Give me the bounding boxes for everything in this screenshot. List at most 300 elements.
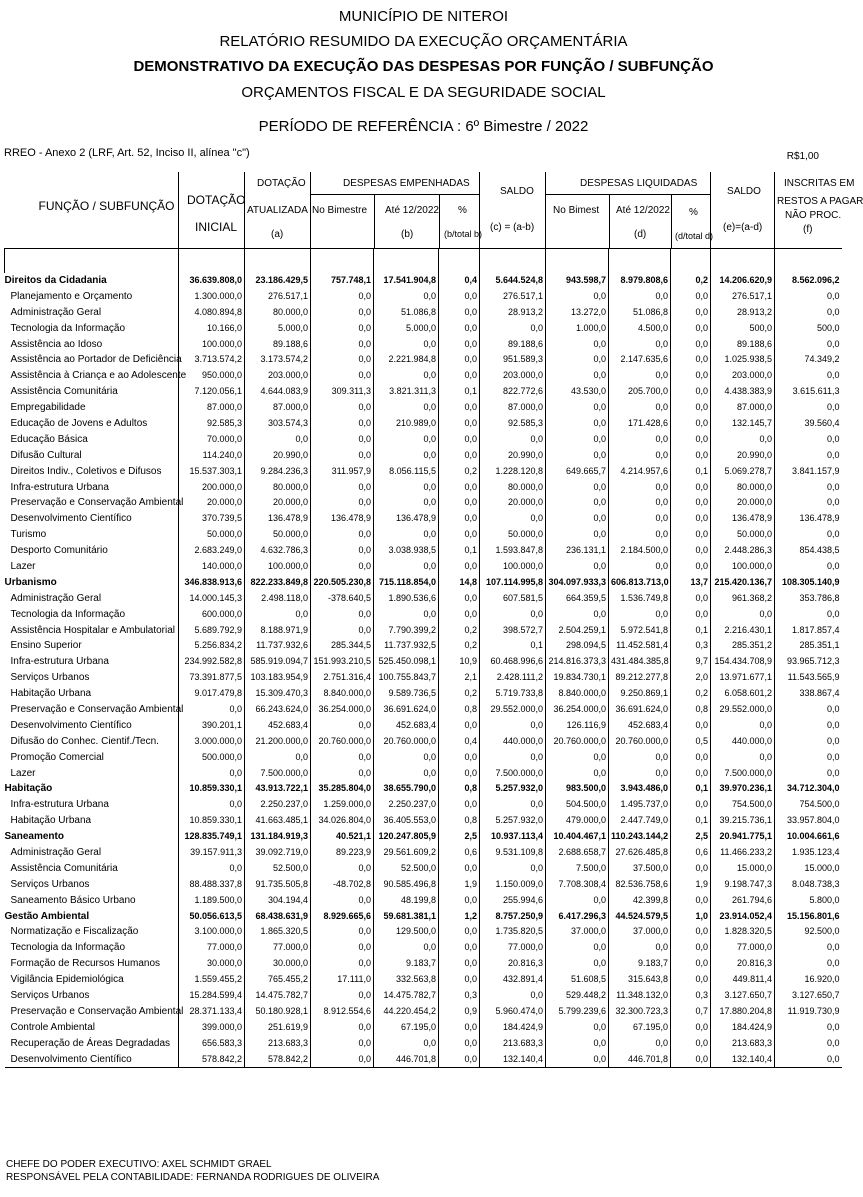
value-cell: 0,9 [439, 1003, 480, 1019]
value-cell: 73.391.877,5 [179, 670, 245, 686]
value-cell: 4.644.083,9 [245, 384, 311, 400]
value-cell: 0,0 [711, 717, 775, 733]
value-cell: 0,0 [439, 511, 480, 527]
value-cell: 0,0 [311, 320, 374, 336]
value-cell: 757.748,1 [311, 273, 374, 289]
col-dotacao-inicial-label: DOTAÇÃO [187, 193, 246, 207]
spacer-cell [311, 248, 374, 273]
value-cell: 23.914.052,4 [711, 908, 775, 924]
subfunction-row [5, 416, 842, 432]
value-cell: 0,0 [546, 606, 609, 622]
value-cell: 0,0 [374, 336, 439, 352]
value-cell: 315.643,8 [609, 972, 671, 988]
value-cell: 37.000,0 [546, 924, 609, 940]
value-cell: 15.000,0 [711, 860, 775, 876]
row-label: Assistência ao Portador de Deficiência [10, 354, 182, 366]
value-cell: 0,0 [775, 495, 842, 511]
value-cell: 504.500,0 [546, 797, 609, 813]
value-cell: 3.841.157,9 [775, 463, 842, 479]
subfunction-row [5, 892, 842, 908]
value-cell: 0,3 [671, 638, 711, 654]
value-cell: 4.214.957,6 [609, 463, 671, 479]
value-cell: 9.531.109,8 [480, 845, 546, 861]
value-cell: 0,0 [311, 892, 374, 908]
municipality-title: MUNICÍPIO DE NITEROI [338, 8, 509, 25]
value-cell: 36.405.553,0 [374, 813, 439, 829]
value-cell: 10.937.113,4 [480, 829, 546, 845]
value-cell: 5.000,0 [374, 320, 439, 336]
row-label: Direitos da Cidadania [4, 274, 107, 286]
value-cell: 100.000,0 [711, 559, 775, 575]
subfunction-row [5, 622, 842, 638]
value-cell: 5.799.239,6 [546, 1003, 609, 1019]
value-cell: 93.965.712,3 [775, 654, 842, 670]
value-cell: 0,0 [179, 702, 245, 718]
value-cell: 0,0 [671, 606, 711, 622]
value-cell: 0,1 [480, 638, 546, 654]
value-cell: 5.689.792,9 [179, 622, 245, 638]
value-cell: 0,0 [311, 956, 374, 972]
value-cell: 50.056.613,5 [179, 908, 245, 924]
value-cell: 17.541.904,8 [374, 273, 439, 289]
subfunction-row [5, 765, 842, 781]
value-cell: 87.000,0 [480, 400, 546, 416]
value-cell: 20.990,0 [480, 447, 546, 463]
row-label: Educação de Jovens e Adultos [10, 417, 148, 429]
value-cell: 261.794,6 [711, 892, 775, 908]
value-cell: 48.199,8 [374, 892, 439, 908]
col-inscritas [775, 172, 863, 248]
value-cell: 44.524.579,5 [609, 908, 671, 924]
value-cell: 311.957,9 [311, 463, 374, 479]
value-cell: 66.243.624,0 [245, 702, 311, 718]
value-cell: 0,0 [439, 892, 480, 908]
value-cell: 0,0 [179, 860, 245, 876]
value-cell: 203.000,0 [480, 368, 546, 384]
value-cell: 664.359,5 [546, 590, 609, 606]
statement-title: DEMONSTRATIVO DA EXECUÇÃO DAS DESPESAS POR FUNÇÃO / SUBFUNÇÃO [133, 58, 714, 75]
value-cell: 20.760.000,0 [374, 733, 439, 749]
table-header [5, 172, 842, 248]
value-cell: 0,0 [439, 304, 480, 320]
value-cell: 398.572,7 [480, 622, 546, 638]
spacer-cell [5, 248, 179, 273]
value-cell: 0,0 [711, 749, 775, 765]
value-cell: 15.537.303,1 [179, 463, 245, 479]
row-label: Habitação [4, 783, 53, 795]
value-cell: 0,0 [671, 384, 711, 400]
value-cell: 0,0 [480, 717, 546, 733]
value-cell: 0,8 [439, 813, 480, 829]
value-cell: 6.058.601,2 [711, 686, 775, 702]
value-cell: 715.118.854,0 [374, 574, 439, 590]
row-label: Preservação e Conservação Ambiental [10, 1005, 184, 1017]
value-cell: 0,1 [439, 543, 480, 559]
row-label: Empregabilidade [10, 402, 86, 414]
value-cell: 213.683,3 [711, 1035, 775, 1051]
value-cell: 0,2 [671, 686, 711, 702]
value-cell: 0,0 [374, 288, 439, 304]
value-cell: 0,8 [439, 702, 480, 718]
subfunction-row [5, 717, 842, 733]
value-cell: 0,0 [245, 431, 311, 447]
subfunction-row [5, 1035, 842, 1051]
subfunction-row [5, 797, 842, 813]
value-cell: 42.399,8 [609, 892, 671, 908]
value-cell: 0,0 [775, 940, 842, 956]
value-cell: 2.428.111,2 [480, 670, 546, 686]
subfunction-row [5, 733, 842, 749]
row-label: Preservação e Conservação Ambiental [10, 703, 184, 715]
value-cell: 0,0 [374, 940, 439, 956]
subfunction-row [5, 972, 842, 988]
value-cell: 0,0 [374, 368, 439, 384]
value-cell: 43.530,0 [546, 384, 609, 400]
value-cell: 0,4 [439, 273, 480, 289]
value-cell: 390.201,1 [179, 717, 245, 733]
value-cell: 1.735.820,5 [480, 924, 546, 940]
subfunction-row [5, 845, 842, 861]
value-cell: 0,0 [439, 717, 480, 733]
value-cell: 822.772,6 [480, 384, 546, 400]
value-cell: 0,8 [671, 702, 711, 718]
subfunction-row [5, 559, 842, 575]
value-cell: 0,0 [439, 559, 480, 575]
value-cell: 51.086,8 [609, 304, 671, 320]
value-cell: 41.663.485,1 [245, 813, 311, 829]
value-cell: 446.701,8 [374, 1051, 439, 1067]
value-cell: 9.183,7 [374, 956, 439, 972]
spacer-cell [546, 248, 609, 273]
value-cell: 500,0 [711, 320, 775, 336]
value-cell: 0,0 [671, 368, 711, 384]
value-cell: 0,0 [311, 622, 374, 638]
subfunction-row [5, 638, 842, 654]
value-cell: 8.840.000,0 [546, 686, 609, 702]
row-label: Saneamento [4, 831, 64, 843]
subfunction-row [5, 352, 842, 368]
value-cell: 0,1 [671, 463, 711, 479]
value-cell: 15.000,0 [775, 860, 842, 876]
value-cell: 1.300.000,0 [179, 288, 245, 304]
accounting-responsible: RESPONSÁVEL PELA CONTABILIDADE: FERNANDA RODRIGUES DE OLIVEIRA [6, 1172, 380, 1183]
value-cell: 500.000,0 [179, 749, 245, 765]
row-label: Desenvolvimento Científico [10, 513, 132, 525]
row-label: Serviços Urbanos [10, 672, 90, 684]
value-cell: 120.247.805,9 [374, 829, 439, 845]
col-inscritas-label4: (f) [803, 224, 813, 235]
value-cell: 0,0 [671, 765, 711, 781]
row-label: Infra-estrutura Urbana [10, 799, 109, 811]
value-cell: 17.880.204,8 [711, 1003, 775, 1019]
row-label: Planejamento e Orçamento [10, 290, 133, 302]
value-cell: 0,0 [775, 1035, 842, 1051]
value-cell: 0,0 [671, 860, 711, 876]
value-cell: 285.351,1 [775, 638, 842, 654]
row-label: Habitação Urbana [10, 688, 92, 700]
value-cell: 338.867,4 [775, 686, 842, 702]
value-cell: 0,0 [671, 717, 711, 733]
value-cell: 529.448,2 [546, 988, 609, 1004]
value-cell: 0,0 [179, 797, 245, 813]
value-cell: 0,0 [439, 527, 480, 543]
value-cell: 10.859.330,1 [179, 813, 245, 829]
col-saldo-c-label: SALDO [500, 186, 534, 197]
col-inscritas-label3: NÃO PROC. [785, 210, 842, 221]
value-cell: 29.561.609,2 [374, 845, 439, 861]
value-cell: 0,0 [374, 527, 439, 543]
value-cell: 11.737.932,5 [374, 638, 439, 654]
row-label: Administração Geral [10, 847, 102, 858]
value-cell: 203.000,0 [711, 368, 775, 384]
value-cell: 140.000,0 [179, 559, 245, 575]
row-label: Assistência Comunitária [10, 386, 118, 398]
value-cell: 107.114.995,8 [480, 574, 546, 590]
value-cell: 100.000,0 [480, 559, 546, 575]
value-cell: 8.912.554,6 [311, 1003, 374, 1019]
value-cell: 10.004.661,6 [775, 829, 842, 845]
value-cell: 20.990,0 [245, 447, 311, 463]
value-cell: 91.735.505,8 [245, 876, 311, 892]
value-cell: 5.644.524,8 [480, 273, 546, 289]
value-cell: 0,0 [439, 1035, 480, 1051]
value-cell: 0,1 [671, 813, 711, 829]
value-cell: 0,0 [311, 543, 374, 559]
value-cell: 0,6 [671, 845, 711, 861]
value-cell: 0,0 [311, 988, 374, 1004]
col-pct-b-label: (b/total b) [444, 229, 483, 239]
value-cell: 14.475.782,7 [374, 988, 439, 1004]
subfunction-row [5, 304, 842, 320]
value-cell: 67.195,0 [609, 1019, 671, 1035]
function-row [5, 829, 842, 845]
value-cell: 446.701,8 [609, 1051, 671, 1067]
value-cell: 578.842,2 [245, 1051, 311, 1067]
value-cell: 51.086,8 [374, 304, 439, 320]
row-label: Lazer [10, 767, 36, 779]
value-cell: 5.719.733,8 [480, 686, 546, 702]
col-dotacao-atual-label: DOTAÇÃO [257, 178, 306, 189]
row-label: Infra-estrutura Urbana [10, 656, 109, 668]
value-cell: 0,0 [671, 797, 711, 813]
value-cell: 11.919.730,9 [775, 1003, 842, 1019]
value-cell: 0,0 [546, 336, 609, 352]
value-cell: 50.180.928,1 [245, 1003, 311, 1019]
value-cell: 0,0 [546, 892, 609, 908]
value-cell: 0,0 [311, 400, 374, 416]
value-cell: 0,0 [179, 765, 245, 781]
value-cell: 14.475.782,7 [245, 988, 311, 1004]
value-cell: 0,0 [439, 416, 480, 432]
col-empenhadas-label: DESPESAS EMPENHADAS [343, 178, 470, 189]
value-cell: 1.828.320,5 [711, 924, 775, 940]
value-cell: 0,1 [671, 781, 711, 797]
function-row [5, 273, 842, 289]
col-dotacao-inicial-label2: INICIAL [195, 220, 238, 234]
value-cell: 0,0 [546, 288, 609, 304]
value-cell: 200.000,0 [179, 479, 245, 495]
value-cell: 10.859.330,1 [179, 781, 245, 797]
value-cell: 5.800,0 [775, 892, 842, 908]
value-cell: 276.517,1 [711, 288, 775, 304]
value-cell: 36.254.000,0 [311, 702, 374, 718]
value-cell: 0,0 [671, 940, 711, 956]
value-cell: 298.094,5 [546, 638, 609, 654]
value-cell: 255.994,6 [480, 892, 546, 908]
value-cell: 0,0 [311, 924, 374, 940]
value-cell: 0,0 [546, 1051, 609, 1067]
value-cell: 34.026.804,0 [311, 813, 374, 829]
currency-unit: R$1,00 [786, 151, 819, 162]
value-cell: 14.206.620,9 [711, 273, 775, 289]
row-label: Lazer [10, 560, 36, 572]
value-cell: 50.000,0 [245, 527, 311, 543]
value-cell: 0,0 [480, 511, 546, 527]
value-cell: 251.619,9 [245, 1019, 311, 1035]
value-cell: 0,0 [480, 797, 546, 813]
value-cell: 37.000,0 [609, 924, 671, 940]
value-cell: 14,8 [439, 574, 480, 590]
value-cell: 0,0 [671, 400, 711, 416]
value-cell: 0,0 [546, 447, 609, 463]
value-cell: 0,0 [609, 606, 671, 622]
value-cell: 0,4 [439, 733, 480, 749]
value-cell: 0,1 [671, 622, 711, 638]
value-cell: 0,0 [775, 956, 842, 972]
row-label: Formação de Recursos Humanos [10, 958, 161, 970]
value-cell: 236.131,1 [546, 543, 609, 559]
value-cell: 38.655.790,0 [374, 781, 439, 797]
value-cell: 0,0 [609, 940, 671, 956]
value-cell: 0,0 [245, 606, 311, 622]
value-cell: 0,0 [439, 956, 480, 972]
value-cell: 0,0 [311, 606, 374, 622]
value-cell: 0,0 [609, 336, 671, 352]
value-cell: 9.250.869,1 [609, 686, 671, 702]
value-cell: 0,0 [671, 511, 711, 527]
value-cell: 0,3 [439, 988, 480, 1004]
value-cell: 0,0 [374, 606, 439, 622]
col-inscritas-label2: RESTOS A PAGAR [777, 196, 863, 207]
value-cell: 100.000,0 [179, 336, 245, 352]
value-cell: 0,0 [439, 431, 480, 447]
row-label: Direitos Indiv., Coletivos e Difusos [10, 465, 162, 477]
value-cell: 0,0 [775, 702, 842, 718]
subfunction-row [5, 400, 842, 416]
function-row [5, 908, 842, 924]
value-cell: 39.560,4 [775, 416, 842, 432]
row-label: Educação Básica [10, 433, 88, 445]
value-cell: 0,0 [311, 749, 374, 765]
value-cell: 0,0 [311, 717, 374, 733]
value-cell: 2,1 [439, 670, 480, 686]
value-cell: 1.559.455,2 [179, 972, 245, 988]
col-saldo-e [711, 172, 775, 248]
value-cell: 20.816,3 [480, 956, 546, 972]
value-cell: 276.517,1 [245, 288, 311, 304]
value-cell: 9.589.736,5 [374, 686, 439, 702]
value-cell: 36.691.624,0 [609, 702, 671, 718]
subfunction-row [5, 320, 842, 336]
value-cell: 0,0 [439, 1051, 480, 1067]
value-cell: 2.448.286,3 [711, 543, 775, 559]
value-cell: 7.708.308,4 [546, 876, 609, 892]
value-cell: 0,0 [546, 1035, 609, 1051]
value-cell: 89.188,6 [245, 336, 311, 352]
value-cell: 1.259.000,0 [311, 797, 374, 813]
value-cell: 3.100.000,0 [179, 924, 245, 940]
value-cell: 754.500,0 [775, 797, 842, 813]
value-cell: 13,7 [671, 574, 711, 590]
value-cell: 0,0 [671, 304, 711, 320]
value-cell: 0,0 [439, 336, 480, 352]
value-cell: 7.500.000,0 [480, 765, 546, 781]
value-cell: 1.817.857,4 [775, 622, 842, 638]
value-cell: 10.404.467,1 [546, 829, 609, 845]
value-cell: 0,2 [439, 622, 480, 638]
value-cell: 765.455,2 [245, 972, 311, 988]
value-cell: 950.000,0 [179, 368, 245, 384]
subfunction-row [5, 702, 842, 718]
value-cell: 136.478,9 [245, 511, 311, 527]
value-cell: 89.188,6 [711, 336, 775, 352]
value-cell: 70.000,0 [179, 431, 245, 447]
value-cell: 7.500.000,0 [711, 765, 775, 781]
value-cell: 0,0 [480, 749, 546, 765]
row-label: Infra-estrutura Urbana [10, 481, 109, 493]
value-cell: 3.000.000,0 [179, 733, 245, 749]
value-cell: 0,0 [546, 352, 609, 368]
value-cell: 0,0 [439, 590, 480, 606]
value-cell: 0,8 [439, 781, 480, 797]
subfunction-row [5, 956, 842, 972]
value-cell: 0,6 [439, 845, 480, 861]
value-cell: 2.221.984,8 [374, 352, 439, 368]
value-cell: 51.608,5 [546, 972, 609, 988]
value-cell: 110.243.144,2 [609, 829, 671, 845]
value-cell: 35.285.804,0 [311, 781, 374, 797]
function-row [5, 781, 842, 797]
value-cell: 20.760.000,0 [546, 733, 609, 749]
subfunction-row [5, 288, 842, 304]
value-cell: 1.000,0 [546, 320, 609, 336]
value-cell: 525.450.098,1 [374, 654, 439, 670]
value-cell: 50.000,0 [711, 527, 775, 543]
value-cell: 77.000,0 [480, 940, 546, 956]
value-cell: 3.173.574,2 [245, 352, 311, 368]
value-cell: 10.166,0 [179, 320, 245, 336]
value-cell: 0,0 [311, 765, 374, 781]
value-cell: 131.184.919,3 [245, 829, 311, 845]
value-cell: 2.504.259,1 [546, 622, 609, 638]
value-cell: 0,0 [775, 559, 842, 575]
value-cell: 452.683,4 [245, 717, 311, 733]
value-cell: 961.368,2 [711, 590, 775, 606]
row-label: Administração Geral [10, 592, 102, 604]
value-cell: 1,2 [439, 908, 480, 924]
value-cell: 103.183.954,9 [245, 670, 311, 686]
col-liquidadas [546, 172, 714, 248]
subfunction-row [5, 431, 842, 447]
col-pct2-label: % [689, 207, 698, 218]
value-cell: 1.189.500,0 [179, 892, 245, 908]
value-cell: 5.069.278,7 [711, 463, 775, 479]
value-cell: 0,0 [546, 400, 609, 416]
value-cell: 0,0 [546, 940, 609, 956]
value-cell: 2.147.635,6 [609, 352, 671, 368]
row-label: Assistência Hospitalar e Ambulatorial [10, 624, 176, 636]
value-cell: 28.913,2 [711, 304, 775, 320]
